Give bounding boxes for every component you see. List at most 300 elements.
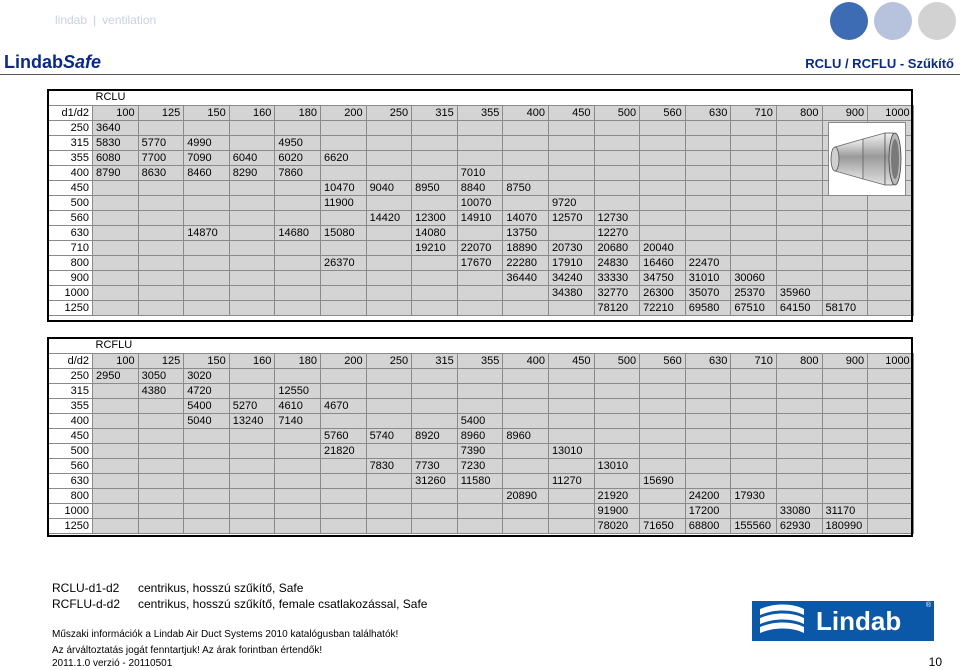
table-spacer — [640, 90, 686, 105]
column-header: 250 — [366, 353, 412, 368]
price-cell — [594, 443, 640, 458]
column-header: 560 — [640, 353, 686, 368]
price-cell — [548, 398, 594, 413]
price-cell — [776, 150, 822, 165]
price-cell — [594, 150, 640, 165]
title-italic: Safe — [63, 52, 102, 72]
row-header: 450 — [49, 428, 93, 443]
price-cell — [640, 443, 686, 458]
price-cell — [594, 195, 640, 210]
column-header: 315 — [412, 353, 458, 368]
lindab-logo — [752, 601, 934, 641]
price-cell — [731, 398, 777, 413]
price-cell — [275, 473, 321, 488]
price-cell — [731, 428, 777, 443]
row-header: 315 — [49, 383, 93, 398]
price-cell — [594, 428, 640, 443]
price-cell — [275, 210, 321, 225]
price-cell — [138, 210, 184, 225]
price-cell — [685, 120, 731, 135]
price-cell: 3050 — [138, 368, 184, 383]
price-cell: 3640 — [93, 120, 139, 135]
price-cell: 26370 — [320, 255, 366, 270]
axis-label: d/d2 — [49, 353, 93, 368]
price-cell: 180990 — [822, 518, 868, 533]
column-header: 150 — [184, 353, 230, 368]
price-cell: 35960 — [776, 285, 822, 300]
column-header: 355 — [457, 105, 503, 120]
price-cell: 2950 — [93, 368, 139, 383]
price-cell: 35070 — [685, 285, 731, 300]
price-cell — [548, 503, 594, 518]
price-cell — [412, 270, 458, 285]
price-cell — [640, 180, 686, 195]
row-header: 630 — [49, 225, 93, 240]
table-spacer — [503, 338, 549, 353]
price-cell: 17670 — [457, 255, 503, 270]
price-cell — [685, 458, 731, 473]
price-cell — [868, 210, 914, 225]
price-cell: 12300 — [412, 210, 458, 225]
table-spacer — [184, 338, 230, 353]
price-cell: 5760 — [320, 428, 366, 443]
price-cell — [320, 120, 366, 135]
price-cell — [868, 368, 914, 383]
price-cell — [685, 368, 731, 383]
price-cell — [320, 368, 366, 383]
price-cell: 4670 — [320, 398, 366, 413]
price-cell — [275, 300, 321, 315]
price-cell — [184, 458, 230, 473]
table-header-row — [49, 353, 914, 368]
price-cell — [503, 503, 549, 518]
price-cell — [640, 383, 686, 398]
price-cell — [685, 210, 731, 225]
table-spacer — [548, 338, 594, 353]
price-cell: 4610 — [275, 398, 321, 413]
price-cell — [184, 270, 230, 285]
price-cell — [822, 195, 868, 210]
price-cell — [685, 135, 731, 150]
price-cell — [822, 443, 868, 458]
price-cell — [412, 368, 458, 383]
price-cell: 91900 — [594, 503, 640, 518]
price-cell: 15690 — [640, 473, 686, 488]
price-cell — [184, 518, 230, 533]
price-cell — [731, 240, 777, 255]
price-cell — [138, 503, 184, 518]
price-cell: 20680 — [594, 240, 640, 255]
price-cell: 4380 — [138, 383, 184, 398]
price-cell — [138, 120, 184, 135]
price-cell — [275, 285, 321, 300]
price-cell — [457, 368, 503, 383]
price-cell: 32770 — [594, 285, 640, 300]
column-header: 250 — [366, 105, 412, 120]
price-cell: 7860 — [275, 165, 321, 180]
price-cell — [640, 428, 686, 443]
price-cell — [275, 195, 321, 210]
price-cell — [503, 518, 549, 533]
row-header: 500 — [49, 195, 93, 210]
price-cell — [731, 225, 777, 240]
price-cell — [731, 255, 777, 270]
table-spacer — [275, 90, 321, 105]
column-header: 500 — [594, 353, 640, 368]
table-row — [49, 300, 914, 315]
price-cell: 6080 — [93, 150, 139, 165]
price-cell — [868, 488, 914, 503]
table-spacer — [229, 338, 275, 353]
price-cell — [320, 413, 366, 428]
price-cell: 6620 — [320, 150, 366, 165]
row-header: 355 — [49, 150, 93, 165]
price-cell — [184, 488, 230, 503]
price-cell — [366, 135, 412, 150]
price-cell — [868, 225, 914, 240]
price-cell: 33330 — [594, 270, 640, 285]
table-spacer — [731, 90, 777, 105]
price-cell — [776, 383, 822, 398]
price-cell: 64150 — [776, 300, 822, 315]
price-cell — [503, 458, 549, 473]
price-cell — [184, 195, 230, 210]
column-header: 1000 — [868, 105, 914, 120]
title-bold: Lindab — [4, 52, 63, 72]
price-cell — [503, 398, 549, 413]
row-header: 1000 — [49, 285, 93, 300]
price-cell: 31170 — [822, 503, 868, 518]
price-cell: 12550 — [275, 383, 321, 398]
price-cell: 5040 — [184, 413, 230, 428]
table-row — [49, 383, 914, 398]
table-spacer — [184, 90, 230, 105]
price-cell — [868, 458, 914, 473]
table-spacer — [776, 338, 822, 353]
price-cell — [138, 518, 184, 533]
table-row — [49, 458, 914, 473]
price-cell — [868, 473, 914, 488]
price-cell — [822, 458, 868, 473]
table-spacer — [320, 90, 366, 105]
price-cell — [457, 135, 503, 150]
price-cell — [457, 120, 503, 135]
price-cell — [868, 443, 914, 458]
row-header: 315 — [49, 135, 93, 150]
price-cell — [640, 210, 686, 225]
row-header: 400 — [49, 413, 93, 428]
row-header: 250 — [49, 368, 93, 383]
column-header: 400 — [503, 105, 549, 120]
column-header: 900 — [822, 105, 868, 120]
table-row — [49, 120, 914, 135]
price-cell — [685, 413, 731, 428]
price-cell — [93, 488, 139, 503]
reducer-product-image — [828, 122, 906, 196]
price-cell — [594, 398, 640, 413]
price-cell — [93, 195, 139, 210]
price-cell: 13010 — [548, 443, 594, 458]
price-cell: 12270 — [594, 225, 640, 240]
row-header: 560 — [49, 458, 93, 473]
price-cell: 22470 — [685, 255, 731, 270]
table-row — [49, 195, 914, 210]
price-cell: 34750 — [640, 270, 686, 285]
price-cell — [457, 285, 503, 300]
price-cell — [138, 240, 184, 255]
price-cell — [776, 398, 822, 413]
price-cell — [731, 150, 777, 165]
price-cell — [366, 383, 412, 398]
price-cell — [366, 165, 412, 180]
price-cell — [776, 488, 822, 503]
price-cell — [548, 458, 594, 473]
price-cell — [503, 368, 549, 383]
table-spacer — [457, 338, 503, 353]
price-cell — [93, 270, 139, 285]
section-title: RCLU / RCFLU - Szűkítő — [805, 56, 954, 71]
column-header: 450 — [548, 353, 594, 368]
price-cell — [229, 428, 275, 443]
row-header: 800 — [49, 488, 93, 503]
column-header: 160 — [229, 105, 275, 120]
price-cell — [731, 195, 777, 210]
table-row — [49, 285, 914, 300]
rclu-price-table — [48, 90, 914, 316]
table-spacer — [822, 90, 868, 105]
price-cell — [138, 255, 184, 270]
price-cell — [275, 120, 321, 135]
price-cell — [184, 255, 230, 270]
row-header: 900 — [49, 270, 93, 285]
price-cell — [776, 180, 822, 195]
price-cell — [138, 285, 184, 300]
price-cell — [457, 488, 503, 503]
table-row — [49, 150, 914, 165]
price-cell — [229, 368, 275, 383]
price-cell — [184, 473, 230, 488]
price-cell — [731, 413, 777, 428]
price-cell: 33080 — [776, 503, 822, 518]
price-cell — [868, 413, 914, 428]
price-cell — [640, 458, 686, 473]
price-cell — [366, 503, 412, 518]
price-cell: 18890 — [503, 240, 549, 255]
page-number: 10 — [928, 655, 942, 669]
price-cell — [822, 398, 868, 413]
price-cell — [412, 120, 458, 135]
price-cell — [184, 428, 230, 443]
price-cell — [412, 255, 458, 270]
price-cell — [685, 383, 731, 398]
price-cell — [275, 368, 321, 383]
price-cell — [229, 285, 275, 300]
table-row — [49, 135, 914, 150]
price-cell: 12570 — [548, 210, 594, 225]
decorative-circles — [830, 2, 956, 40]
price-cell — [275, 428, 321, 443]
price-cell — [685, 150, 731, 165]
price-cell — [320, 240, 366, 255]
price-cell: 31010 — [685, 270, 731, 285]
price-cell — [229, 518, 275, 533]
price-cell — [320, 210, 366, 225]
price-cell: 22070 — [457, 240, 503, 255]
price-cell — [868, 428, 914, 443]
price-cell: 8290 — [229, 165, 275, 180]
price-cell: 7390 — [457, 443, 503, 458]
price-cell — [412, 195, 458, 210]
legend-item — [52, 580, 427, 596]
rcflu-price-table — [48, 338, 914, 534]
price-cell — [457, 270, 503, 285]
price-cell — [503, 443, 549, 458]
price-cell — [275, 270, 321, 285]
price-cell — [548, 300, 594, 315]
price-cell — [93, 255, 139, 270]
price-cell — [685, 195, 731, 210]
price-cell: 14680 — [275, 225, 321, 240]
price-cell — [640, 165, 686, 180]
price-cell: 68800 — [685, 518, 731, 533]
price-cell — [868, 195, 914, 210]
price-cell — [366, 368, 412, 383]
legend-desc: centrikus, hosszú szűkítő, female csatlakozással, Safe — [138, 597, 428, 611]
price-cell — [548, 368, 594, 383]
price-cell — [229, 503, 275, 518]
column-header: 800 — [776, 105, 822, 120]
price-cell — [366, 300, 412, 315]
price-cell — [503, 473, 549, 488]
price-cell — [366, 120, 412, 135]
table-corner — [49, 90, 93, 105]
brand-name: lindab — [55, 13, 88, 27]
price-cell — [412, 285, 458, 300]
price-cell: 21920 — [594, 488, 640, 503]
price-cell — [184, 120, 230, 135]
price-cell — [275, 518, 321, 533]
price-cell — [184, 210, 230, 225]
price-cell: 8750 — [503, 180, 549, 195]
price-cell — [412, 383, 458, 398]
price-cell — [412, 165, 458, 180]
price-cell — [93, 180, 139, 195]
price-cell — [868, 285, 914, 300]
table-spacer — [366, 90, 412, 105]
price-cell: 8960 — [503, 428, 549, 443]
table-spacer — [731, 338, 777, 353]
price-cell: 5740 — [366, 428, 412, 443]
footnote: Műszaki információk a Lindab Air Duct Systems 2010 katalógusban találhatók! — [52, 629, 399, 640]
price-cell: 17200 — [685, 503, 731, 518]
table-row — [49, 368, 914, 383]
legend-desc: centrikus, hosszú szűkítő, Safe — [138, 581, 304, 595]
price-cell — [776, 195, 822, 210]
price-cell: 4950 — [275, 135, 321, 150]
price-cell: 6040 — [229, 150, 275, 165]
price-cell — [868, 300, 914, 315]
price-cell — [503, 195, 549, 210]
brand-divider: | — [93, 13, 97, 27]
table-row — [49, 165, 914, 180]
column-header: 450 — [548, 105, 594, 120]
price-cell — [776, 240, 822, 255]
price-cell: 7700 — [138, 150, 184, 165]
table-name-row — [49, 90, 914, 105]
price-cell — [776, 473, 822, 488]
product-code: RCLU — [93, 90, 139, 105]
price-cell — [776, 120, 822, 135]
price-cell: 9040 — [366, 180, 412, 195]
price-cell — [229, 195, 275, 210]
price-cell: 8920 — [412, 428, 458, 443]
price-cell — [184, 180, 230, 195]
price-cell — [731, 503, 777, 518]
price-cell: 12730 — [594, 210, 640, 225]
price-cell: 11900 — [320, 195, 366, 210]
page-title — [4, 52, 101, 73]
price-cell: 31260 — [412, 473, 458, 488]
price-cell: 14870 — [184, 225, 230, 240]
price-cell — [320, 503, 366, 518]
price-cell — [503, 165, 549, 180]
price-cell — [457, 150, 503, 165]
price-cell: 78120 — [594, 300, 640, 315]
price-cell — [548, 488, 594, 503]
price-cell — [93, 428, 139, 443]
circle-dark-blue-icon — [830, 2, 868, 40]
price-cell — [640, 135, 686, 150]
price-cell — [138, 180, 184, 195]
price-cell: 24200 — [685, 488, 731, 503]
price-cell — [229, 473, 275, 488]
table-row — [49, 255, 914, 270]
price-cell — [412, 398, 458, 413]
table-spacer — [503, 90, 549, 105]
table-spacer — [822, 338, 868, 353]
price-cell — [822, 488, 868, 503]
price-cell — [138, 413, 184, 428]
price-cell — [184, 503, 230, 518]
price-cell — [640, 120, 686, 135]
price-cell: 13750 — [503, 225, 549, 240]
price-cell: 72210 — [640, 300, 686, 315]
footnote: Az árváltoztatás jogát fenntartjuk! Az árak forintban értendők! — [52, 645, 323, 656]
price-cell — [503, 413, 549, 428]
row-header: 250 — [49, 120, 93, 135]
price-cell — [320, 518, 366, 533]
price-cell — [275, 458, 321, 473]
price-cell — [229, 270, 275, 285]
price-cell — [685, 180, 731, 195]
brand-tagline — [55, 13, 156, 27]
circle-light-blue-icon — [874, 2, 912, 40]
row-header: 800 — [49, 255, 93, 270]
price-cell — [776, 210, 822, 225]
price-cell — [138, 428, 184, 443]
price-cell — [457, 503, 503, 518]
price-cell: 62930 — [776, 518, 822, 533]
table-spacer — [685, 338, 731, 353]
price-cell — [93, 210, 139, 225]
price-cell — [184, 240, 230, 255]
price-cell — [503, 285, 549, 300]
price-cell — [229, 210, 275, 225]
price-cell — [366, 285, 412, 300]
column-header: 500 — [594, 105, 640, 120]
price-cell — [594, 180, 640, 195]
price-cell: 7090 — [184, 150, 230, 165]
